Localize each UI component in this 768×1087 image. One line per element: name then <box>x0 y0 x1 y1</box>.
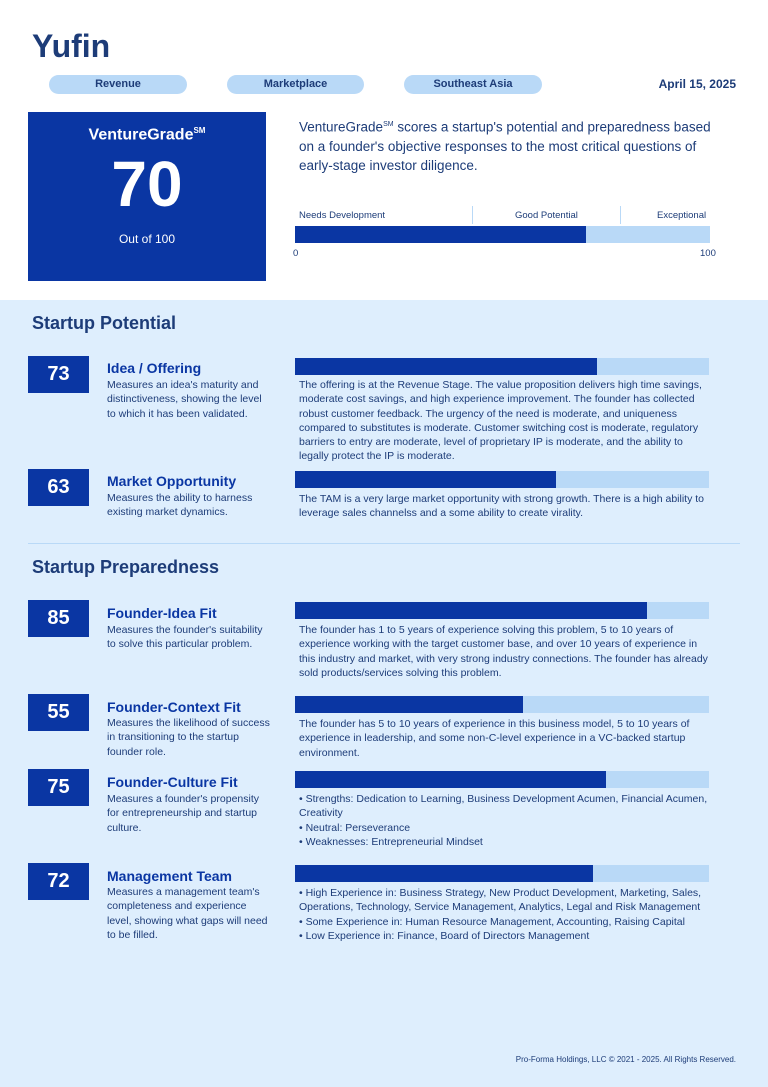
idea-offering-bar <box>295 358 709 375</box>
region-tag: Southeast Asia <box>404 75 542 94</box>
management-team-bar <box>295 865 709 882</box>
venturegrade-title: VentureGrade℠ <box>88 126 206 144</box>
founder-culture-fit-score: 75 <box>28 769 89 806</box>
scale-max: 100 <box>700 248 716 259</box>
scale-label-good-potential: Good Potential <box>515 210 578 221</box>
founder-context-fit-bar-fill <box>295 696 523 713</box>
management-team-text <box>299 886 711 943</box>
founder-culture-fit-bar <box>295 771 709 788</box>
management-team-description: Measures a management team's completeness and experience level, showing what gaps will need to be filled. <box>107 886 268 941</box>
founder-idea-fit-text: The founder has 1 to 5 years of experience solving this problem, 5 to 10 years of experience working with the target customer base, and over 10 years of experience in this industry and market, with very strong industry connections. The founder has already sold products/services solving this problem. <box>299 624 708 679</box>
founder-context-fit-description: Measures the likelihood of success in transitioning to the startup founder role. <box>107 717 270 758</box>
service-mark: SM <box>193 126 206 135</box>
section-divider <box>28 543 740 544</box>
scale-separator <box>620 206 621 224</box>
management-team-score: 72 <box>28 863 89 900</box>
business-model-tag: Marketplace <box>227 75 364 94</box>
market-opportunity-text: The TAM is a very large market opportunity with strong growth. There is a high ability to leverage sales channelss and a some ability to create virality. <box>299 493 705 520</box>
founder-idea-fit-bar <box>295 602 709 619</box>
management-team-bar-fill <box>295 865 593 882</box>
founder-context-fit-name: Founder-Context Fit <box>107 699 241 715</box>
founder-idea-fit-bar-fill <box>295 602 647 619</box>
stage-tag: Revenue <box>49 75 187 94</box>
venturegrade-out-of: Out of 100 <box>118 232 176 247</box>
founder-culture-fit-text <box>299 792 711 849</box>
team-some-experience: • Some Experience in: Human Resource Management, Accounting, Raising Capital <box>299 915 685 928</box>
founder-idea-fit-score: 85 <box>28 600 89 637</box>
founder-context-fit-score: 55 <box>28 694 89 731</box>
founder-idea-fit-description: Measures the founder's suitability to solve this particular problem. <box>107 624 263 651</box>
market-opportunity-bar-fill <box>295 471 556 488</box>
idea-offering-text: The offering is at the Revenue Stage. The value proposition delivers high time savings, moderate cost savings, and high experience improvement. The founder has collected robust customer feedback. The urgency of the need is moderate, and uniqueness compared to substitutes is moderate. Customer switching cost is moderate, regulatory barriers to entry are moderate, level of proprietary IP is moderate, and the ability to legally protect the IP is moderate. <box>299 379 702 463</box>
scale-separator <box>472 206 473 224</box>
startup-preparedness-title: Startup Preparedness <box>32 557 220 577</box>
idea-offering-score: 73 <box>28 356 89 393</box>
team-high-experience: • High Experience in: Business Strategy, New Product Development, Marketing, Sales, Operations, Technology, Service Management, Analytics, Legal and Risk Management <box>299 887 702 914</box>
company-name: Yufin <box>32 28 111 64</box>
founder-culture-fit-bar-fill <box>295 771 606 788</box>
idea-offering-bar-fill <box>295 358 597 375</box>
culture-neutral: • Neutral: Perseverance <box>299 821 411 834</box>
venturegrade-score-card <box>28 112 266 281</box>
market-opportunity-bar <box>295 471 709 488</box>
venturegrade-description: VentureGrade℠ scores a startup's potential and preparedness based on a founder's objective responses to the most critical questions of early-stage investor diligence. <box>299 119 711 173</box>
founder-context-fit-bar <box>295 696 709 713</box>
market-opportunity-name: Market Opportunity <box>107 473 237 489</box>
idea-offering-name: Idea / Offering <box>107 360 202 376</box>
report-date: April 15, 2025 <box>658 77 736 91</box>
culture-weaknesses: • Weaknesses: Entrepreneurial Mindset <box>299 835 483 848</box>
team-low-experience: • Low Experience in: Finance, Board of Directors Management <box>299 929 590 942</box>
scale-min: 0 <box>293 248 299 259</box>
scale-label-needs-development: Needs Development <box>299 210 386 221</box>
venturegrade-bar <box>295 226 710 243</box>
founder-culture-fit-description: Measures a founder's propensity for entrepreneurship and startup culture. <box>107 793 260 834</box>
culture-strengths: • Strengths: Dedication to Learning, Business Development Acumen, Financial Acumen, Creativity <box>299 793 708 820</box>
founder-context-fit-text: The founder has 5 to 10 years of experience in this business model, 5 to 10 years of experience in leadership, and some non-C-level experience in a VC-backed startup environment. <box>299 718 690 759</box>
copyright-footer: Pro-Forma Holdings, LLC © 2021 - 2025. All Rights Reserved. <box>515 1055 736 1064</box>
startup-potential-title: Startup Potential <box>32 313 177 333</box>
founder-culture-fit-name: Founder-Culture Fit <box>107 774 238 790</box>
market-opportunity-description: Measures the ability to harness existing market dynamics. <box>107 492 253 519</box>
scale-label-exceptional: Exceptional <box>657 210 707 221</box>
management-team-name: Management Team <box>107 868 232 884</box>
venturegrade-score: 70 <box>111 148 183 221</box>
venturegrade-bar-fill <box>295 226 586 243</box>
idea-offering-description: Measures an idea's maturity and distinctiveness, showing the level to which it has been validated. <box>107 379 262 420</box>
market-opportunity-score: 63 <box>28 469 89 506</box>
founder-idea-fit-name: Founder-Idea Fit <box>107 605 217 621</box>
